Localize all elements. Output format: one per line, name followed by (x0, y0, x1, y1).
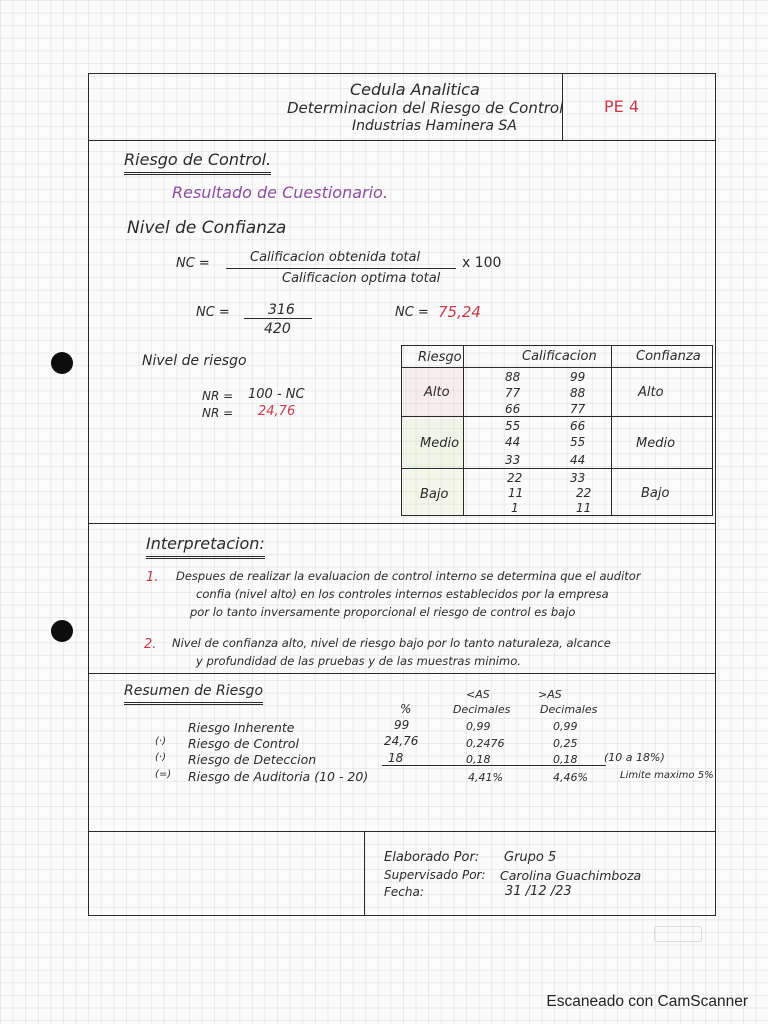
resumen-row-4-note: Limite maximo 5% (620, 770, 714, 781)
nc-num-value: 316 (268, 302, 295, 318)
title-line-3: Industrias Haminera SA (352, 118, 517, 134)
col-gas: Decimales (540, 703, 598, 716)
resumen-row-2-sign: (·) (155, 736, 166, 747)
supervisado-label: Supervisado Por: (384, 868, 486, 882)
row-medio-cal-left-2: 44 (505, 435, 521, 449)
nivel-riesgo-label: Nivel de riesgo (142, 353, 247, 369)
binder-hole-top (51, 352, 73, 374)
row-medio-confianza: Medio (636, 436, 676, 451)
paper-brand-mark (654, 926, 702, 942)
nc-numerator: Calificacion obtenida total (250, 250, 421, 265)
nivel-confianza-label: Nivel de Confianza (127, 218, 287, 238)
row-bajo-cal-right-1: 33 (570, 471, 586, 485)
table-col-line-1 (463, 345, 464, 516)
col-percent: % (400, 702, 412, 716)
supervisado-value: Carolina Guachimboza (500, 868, 642, 883)
resumen-row-2-percent: 24,76 (384, 734, 419, 748)
row-bajo-cal-right-2: 22 (576, 486, 592, 500)
section-heading-resumen: Resumen de Riesgo (124, 683, 263, 705)
row-bajo-cal-left-3: 1 (511, 501, 519, 515)
nr-result-label: NR = (202, 406, 234, 420)
nc-denominator: Calificacion optima total (282, 271, 441, 286)
resumen-row-4-sign: (=) (155, 769, 172, 780)
col-las: Decimales (453, 703, 511, 716)
row-alto-cal-left-2: 77 (505, 386, 521, 400)
interpretacion-num-2: 2. (144, 637, 157, 652)
resumen-row-3-dec1: 0,18 (466, 753, 491, 766)
nc-multiplier: x 100 (462, 255, 502, 271)
nr-formula: 100 - NC (248, 387, 305, 402)
interpretacion-1-line-1: Despues de realizar la evaluacion de control interno se determina que el auditor (176, 569, 641, 583)
resumen-row-4-label: Riesgo de Auditoria (10 - 20) (188, 769, 369, 784)
section-heading-riesgo-control: Riesgo de Control. (124, 150, 271, 175)
resumen-row-3-sign: (·) (155, 752, 166, 763)
row-bajo-confianza: Bajo (641, 486, 670, 501)
nc-label-2: NC = (196, 305, 230, 320)
fecha-value: 31 /12 /23 (505, 884, 572, 899)
row-medio-cal-left-3: 33 (505, 453, 521, 467)
interpretacion-1-line-2: confia (nivel alto) en los controles internos establecidos por la empresa (196, 587, 609, 601)
footer-divider (364, 831, 365, 916)
row-bajo-cal-left-1: 22 (507, 471, 523, 485)
camscanner-watermark: Escaneado con CamScanner (546, 993, 748, 1010)
table-col-line-2 (611, 345, 612, 516)
table-row-line-1 (401, 416, 713, 417)
row-alto-riesgo: Alto (424, 385, 450, 400)
resumen-sum-line (382, 765, 606, 766)
col-las-top: <AS (466, 688, 490, 701)
row-alto-confianza: Alto (638, 385, 664, 400)
elaborado-label: Elaborado Por: (384, 850, 480, 865)
nc-label: NC = (176, 256, 210, 271)
table-header-riesgo: Riesgo (418, 350, 462, 365)
page-code: PE 4 (604, 97, 640, 116)
resumen-row-2-label: Riesgo de Control (188, 736, 299, 751)
section-divider-1 (88, 523, 716, 524)
row-bajo-cal-right-3: 11 (576, 501, 592, 515)
interpretacion-2-line-1: Nivel de confianza alto, nivel de riesgo bajo por lo tanto naturaleza, alcance (172, 636, 611, 650)
row-alto-cal-right-1: 99 (570, 370, 586, 384)
subheading-cuestionario: Resultado de Cuestionario. (172, 183, 388, 202)
nr-result-value: 24,76 (258, 404, 296, 419)
resumen-row-1-dec1: 0,99 (466, 720, 491, 733)
col-gas-top: >AS (538, 688, 562, 701)
resumen-row-4-dec1: 4,41% (468, 771, 503, 784)
row-bajo-cal-left-2: 11 (508, 486, 524, 500)
table-header-confianza: Confianza (636, 349, 701, 364)
row-alto-cal-left-1: 88 (505, 370, 521, 384)
row-bajo-riesgo: Bajo (420, 487, 449, 502)
resumen-row-2-dec1: 0,2476 (466, 737, 505, 750)
header-divider (88, 140, 716, 141)
interpretacion-2-line-2: y profundidad de las pruebas y de las muestras minimo. (196, 654, 521, 668)
nr-formula-label: NR = (202, 389, 234, 403)
resumen-row-1-percent: 99 (394, 718, 410, 732)
row-medio-riesgo: Medio (420, 436, 460, 451)
resumen-row-2-dec2: 0,25 (553, 737, 578, 750)
row-medio-cal-right-2: 55 (570, 435, 586, 449)
elaborado-value: Grupo 5 (504, 850, 557, 865)
interpretacion-num-1: 1. (146, 570, 159, 585)
resumen-row-1-dec2: 0,99 (553, 720, 578, 733)
section-divider-2 (88, 673, 716, 674)
interpretacion-1-line-3: por lo tanto inversamente proporcional el riesgo de control es bajo (190, 605, 576, 619)
row-alto-cal-right-2: 88 (570, 386, 586, 400)
table-header-calificacion: Calificacion (522, 349, 597, 364)
nc-fraction-bar (226, 268, 456, 269)
nc-value-fraction-bar (244, 318, 312, 319)
nc-den-value: 420 (264, 321, 291, 337)
section-divider-3 (88, 831, 716, 832)
section-heading-interpretacion: Interpretacion: (146, 534, 265, 559)
table-row-line-2 (401, 468, 713, 469)
row-alto-cal-left-3: 66 (505, 402, 521, 416)
resumen-row-4-dec2: 4,46% (553, 771, 588, 784)
nc-result-value: 75,24 (438, 303, 481, 321)
title-line-1: Cedula Analitica (350, 80, 480, 99)
fecha-label: Fecha: (384, 885, 424, 899)
row-medio-cal-right-3: 44 (570, 453, 586, 467)
table-header-line (401, 367, 713, 368)
nc-result-label: NC = (395, 305, 429, 320)
resumen-row-3-percent: 18 (388, 751, 404, 765)
resumen-row-3-dec2: 0,18 (553, 753, 578, 766)
binder-hole-bottom (51, 620, 73, 642)
row-medio-cal-right-1: 66 (570, 419, 586, 433)
title-line-2: Determinacion del Riesgo de Control (287, 99, 564, 117)
row-medio-cal-left-1: 55 (505, 419, 521, 433)
resumen-row-3-label: Riesgo de Deteccion (188, 752, 317, 767)
row-alto-cal-right-3: 77 (570, 402, 586, 416)
resumen-row-1-label: Riesgo Inherente (188, 720, 295, 735)
resumen-row-3-note: (10 a 18%) (604, 751, 665, 764)
